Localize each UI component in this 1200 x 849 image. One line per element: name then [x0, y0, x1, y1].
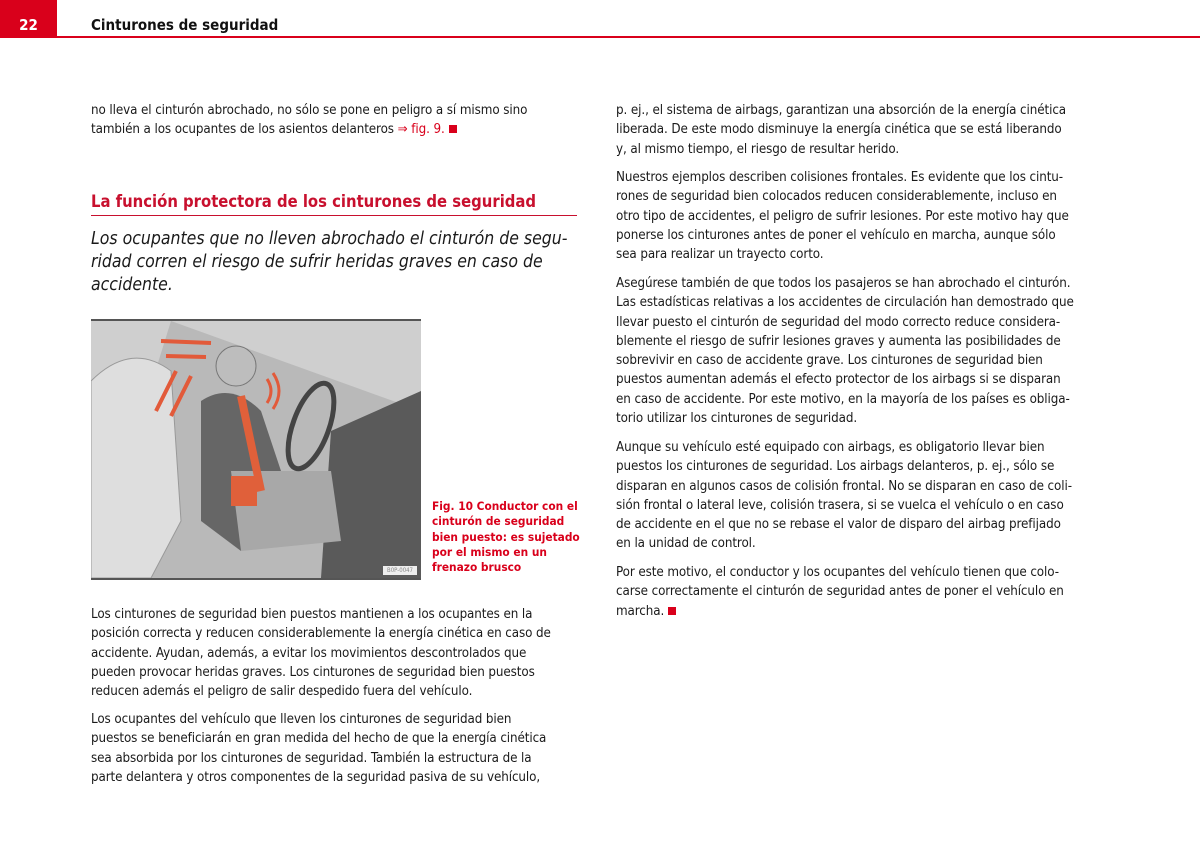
- text-line: ridad corren el riesgo de sufrir heridas graves en caso de: [91, 252, 543, 272]
- paragraph: [616, 274, 1074, 428]
- text-line: p. ej., el sistema de airbags, garantizan una absorción de la energía cinética: [616, 103, 1067, 118]
- text-line: no lleva el cinturón abrochado, no sólo se pone en peligro a sí mismo sino: [91, 103, 528, 118]
- text-line: disparan en algunos casos de colisión frontal. No se disparan en caso de coli-: [616, 478, 1072, 494]
- text-line: marcha.: [616, 603, 665, 619]
- figure-driver-seatbelt: [91, 319, 421, 580]
- text-line: de accidente en el que no se rebase el valor de disparo del airbag prefijado: [616, 517, 1061, 533]
- text-line: bien puesto: es sujetado: [432, 529, 580, 544]
- text-line: sea absorbida por los cinturones de seguridad. También la estructura de la: [91, 750, 532, 766]
- text-line: pueden provocar heridas graves. Los cinturones de seguridad bien puestos: [91, 664, 535, 680]
- text-line: puestos los cinturones de seguridad. Los airbags delanteros, p. ej., sólo se: [616, 459, 1055, 475]
- text-line: Aunque su vehículo esté equipado con airbags, es obligatorio llevar bien: [616, 440, 1045, 455]
- text-line: Los ocupantes del vehículo que lleven los cinturones de seguridad bien: [91, 712, 512, 727]
- text-line: Nuestros ejemplos describen colisiones frontales. Es evidente que los cintu-: [616, 170, 1063, 185]
- text-line: accidente.: [91, 275, 173, 295]
- paragraph: [616, 101, 1066, 159]
- text-line: carse correctamente el cinturón de seguridad antes de poner el vehículo en: [616, 584, 1064, 600]
- text-line: llevar puesto el cinturón de seguridad del modo correcto reduce considera-: [616, 314, 1061, 330]
- section-heading: La función protectora de los cinturones de seguridad: [91, 192, 577, 216]
- header-rule: [57, 36, 1200, 38]
- text-line: accidente. Ayudan, además, a evitar los movimientos descontrolados que: [91, 645, 527, 661]
- text-line: sobrevivir en caso de accidente grave. Los cinturones de seguridad bien: [616, 353, 1043, 369]
- text-line: parte delantera y otros componentes de la seguridad pasiva de su vehículo,: [91, 769, 541, 785]
- figure-link[interactable]: ⇒ fig. 9.: [397, 122, 445, 138]
- text-line: y, al mismo tiempo, el riesgo de resultar herido.: [616, 141, 900, 157]
- paragraph: [616, 168, 1069, 264]
- text-line: Por este motivo, el conductor y los ocupantes del vehículo tienen que colo-: [616, 565, 1059, 580]
- text-line: Las estadísticas relativas a los accidentes de circulación han demostrado que: [616, 295, 1074, 311]
- figure-code: B0P-0047: [383, 566, 417, 575]
- text-line: liberada. De este modo disminuye la energía cinética que se está liberando: [616, 122, 1062, 138]
- text-line: en caso de accidente. Por este motivo, en la mayoría de los países es obliga-: [616, 391, 1070, 407]
- text-line: otro tipo de accidentes, el peligro de sufrir lesiones. Por este motivo hay que: [616, 208, 1069, 224]
- text-line: Los ocupantes que no lleven abrochado el cinturón de segu-: [91, 229, 568, 249]
- paragraph: [91, 710, 546, 787]
- text-line: frenazo brusco: [432, 560, 522, 575]
- paragraph: [616, 438, 1072, 554]
- text-line: rones de seguridad bien colocados reducen considerablemente, incluso en: [616, 189, 1057, 205]
- text-line: cinturón de seguridad: [432, 514, 565, 529]
- text-line: Asegúrese también de que todos los pasajeros se han abrochado el cinturón.: [616, 276, 1071, 291]
- chapter-title: Cinturones de seguridad: [91, 16, 279, 34]
- text-line: posición correcta y reducen considerablemente la energía cinética en caso de: [91, 626, 551, 642]
- text-line: ponerse los cinturones antes de poner el vehículo en marcha, aunque sólo: [616, 227, 1056, 243]
- text-line: por el mismo en un: [432, 544, 547, 559]
- paragraph: [616, 563, 1064, 621]
- page-number: 22: [19, 16, 38, 34]
- text-line: Fig. 10 Conductor con el: [432, 499, 578, 513]
- text-line: reducen además el peligro de salir despedido fuera del vehículo.: [91, 684, 473, 700]
- text-line: también a los ocupantes de los asientos delanteros: [91, 122, 398, 138]
- lead-paragraph: [91, 228, 567, 297]
- text-line: Los cinturones de seguridad bien puestos mantienen a los ocupantes en la: [91, 607, 533, 622]
- text-line: torio utilizar los cinturones de seguridad.: [616, 411, 858, 427]
- end-marker-icon: [449, 125, 457, 133]
- text-line: puestos aumentan además el efecto protector de los airbags si se disparan: [616, 372, 1061, 388]
- driver-illustration: [91, 321, 421, 578]
- text-line: sea para realizar un trayecto corto.: [616, 247, 824, 263]
- text-line: puestos se beneficiarán en gran medida del hecho de que la energía cinética: [91, 731, 547, 747]
- figure-caption: [432, 499, 580, 575]
- end-marker-icon: [668, 607, 676, 615]
- text-line: sión frontal o lateral leve, colisión trasera, si se vuelca el vehículo o en caso: [616, 497, 1064, 513]
- text-line: en la unidad de control.: [616, 536, 756, 552]
- paragraph: [91, 605, 551, 701]
- intro-paragraph: [91, 101, 527, 140]
- text-line: blemente el riesgo de sufrir lesiones graves y aumenta las posibilidades de: [616, 333, 1061, 349]
